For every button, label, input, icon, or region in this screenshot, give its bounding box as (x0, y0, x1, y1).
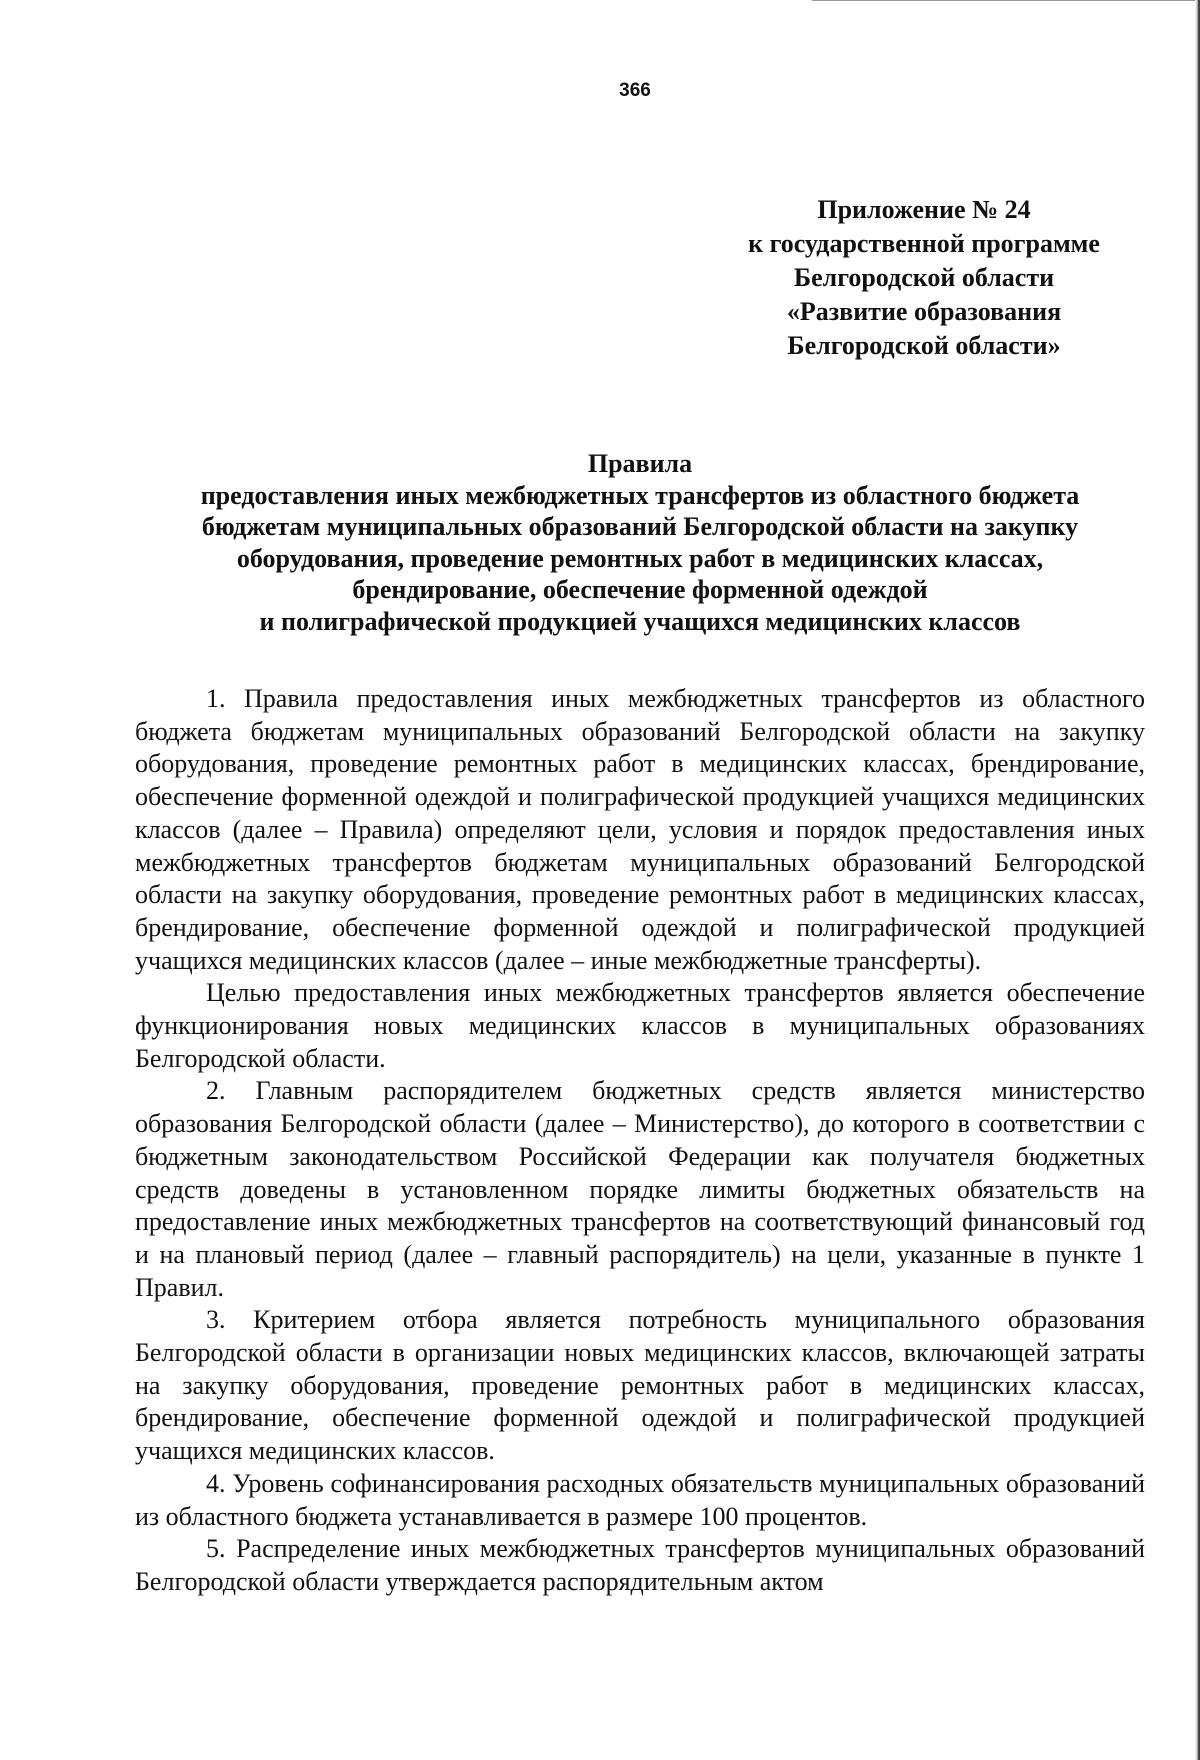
paragraph-purpose: Целью предоставления иных межбюджетных трансфертов является обеспечение функционирования новых медицинских классов в муниципальных образованиях Белгородской области. (135, 978, 1145, 1073)
rules-title (135, 448, 1145, 638)
rules-title-line: бюджетам муниципальных образований Белгородской области на закупку (201, 512, 1079, 542)
appendix-line: «Развитие образования (786, 297, 1062, 326)
paragraph-4: 4. Уровень софинансирования расходных обязательств муниципальных образований из областного бюджета устанавливается в размере 100 процентов. (135, 1468, 1145, 1531)
body-text (135, 683, 1145, 1599)
appendix-line: Приложение № 24 (817, 195, 1031, 224)
paragraph-5: 5. Распределение иных межбюджетных трансфертов муниципальных образований Белгородской области утверждается распорядительным актом (135, 1534, 1145, 1596)
scan-edge-top (812, 0, 1200, 1)
paragraph-3: 3. Критерием отбора является потребность муниципального образования Белгородской области в организации новых медицинских классов, включающей затраты на закупку оборудования, проведение ремонтных работ в медицинских классах, брендирование, обеспечение форменной одеждой и полиграфической продукцией учащихся медицинских классов. (135, 1305, 1145, 1466)
appendix-header (700, 193, 1148, 363)
appendix-line: Белгородской области (793, 263, 1055, 292)
rules-title-line: и полиграфической продукцией учащихся медицинских классов (259, 606, 1021, 636)
paragraph-2: 2. Главным распорядителем бюджетных средств является министерство образования Белгородской области (далее – Министерство), до которого в соответствии с бюджетным законодательством Российской Федерации как получателя бюджетных средств доведены в установленном порядке лимиты бюджетных обязательств на предоставление иных межбюджетных трансфертов на соответствующий финансовый год и на плановый период (далее – главный распорядитель) на цели, указанные в пункте 1 Правил. (135, 1076, 1145, 1302)
scan-edge-right (1195, 0, 1200, 1760)
appendix-line: Белгородской области» (787, 331, 1061, 360)
appendix-line: к государственной программе (748, 229, 1100, 258)
rules-title-line: Правила (587, 449, 693, 478)
rules-title-line: оборудования, проведение ремонтных работ в медицинских классах, (236, 543, 1044, 573)
page-number: 366 (619, 80, 651, 101)
rules-title-line: предоставления иных межбюджетных трансфертов из областного бюджета (200, 480, 1080, 510)
paragraph-1: 1. Правила предоставления иных межбюджетных трансфертов из областного бюджета бюджетам муниципальных образований Белгородской области на закупку оборудования, проведение ремонтных работ в медицинских классах, брендирование, обеспечение форменной одеждой и полиграфической продукцией учащихся медицинских классов (далее – Правила) определяют цели, условия и порядок предоставления иных межбюджетных трансфертов бюджетам муниципальных образований Белгородской области на закупку оборудования, проведение ремонтных работ в медицинских классах, брендирование, обеспечение форменной одеждой и полиграфической продукцией учащихся медицинских классов (далее – иные межбюджетные трансферты). (135, 684, 1145, 975)
rules-title-line: брендирование, обеспечение форменной одеждой (352, 575, 928, 605)
